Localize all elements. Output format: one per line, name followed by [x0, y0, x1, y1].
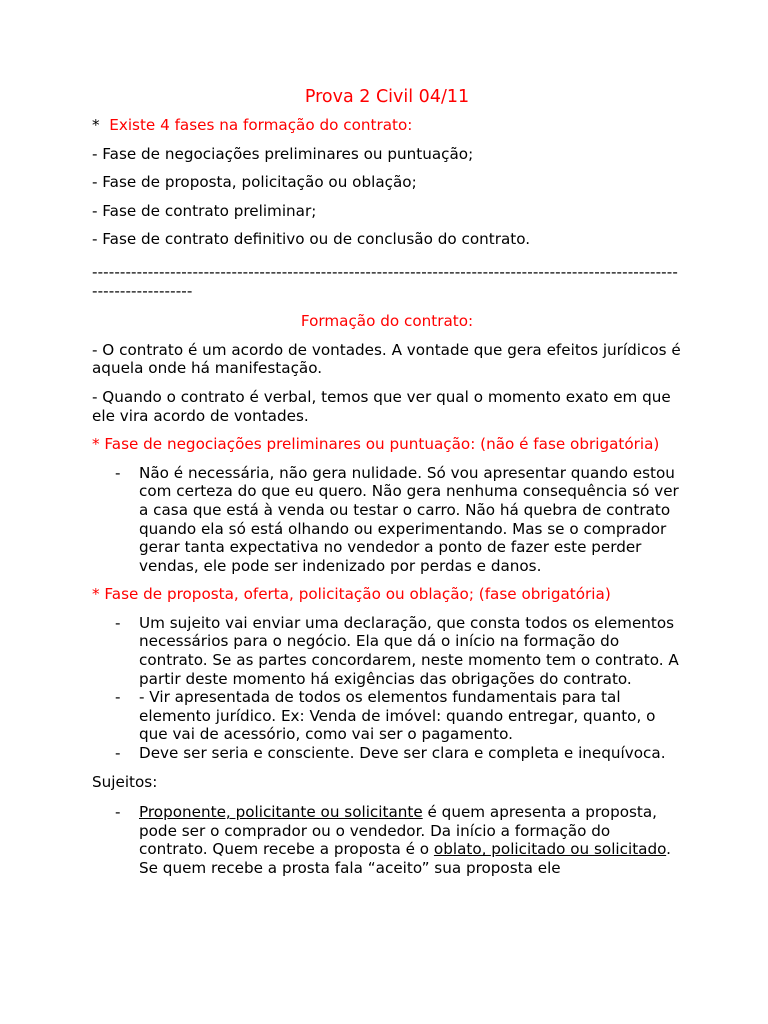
- divider-line: ---------------------------------------------------------------------------------------------------------------------------: [92, 262, 678, 300]
- bullet-dash: -: [115, 613, 121, 632]
- oblate-term: oblato, policitado ou solicitado: [433, 840, 667, 859]
- phases-heading-text: Existe 4 fases na formação do contrato:: [109, 116, 413, 134]
- formation-heading: Formação do contrato:: [300, 312, 474, 331]
- formation-paragraph: - Quando o contrato é verbal, temos que ver qual o momento exato em que ele vira acordo de vontades.: [92, 387, 671, 425]
- list-item: [92, 803, 682, 877]
- formation-paragraph: - O contrato é um acordo de vontades. A vontade que gera efeitos jurídicos é aquela onde há manifestação.: [92, 340, 681, 378]
- asterisk-marker: *: [92, 116, 100, 134]
- list-item-text: Um sujeito vai enviar uma declaração, que consta todos os elementos necessários para o negócio. Ela que dá o início na formação do contrato. Se as partes concordarem, neste momento tem o contrato. A partir deste momento há exigências das obrigações do contrato.: [139, 613, 679, 688]
- phase-item: - Fase de negociações preliminares ou puntuação;: [92, 144, 474, 163]
- bullet-dash: -: [115, 744, 121, 763]
- list-item: [92, 464, 682, 576]
- bullet-dash: -: [115, 688, 121, 707]
- negotiation-phase-heading: * Fase de negociações preliminares ou puntuação: (não é fase obrigatória): [92, 435, 660, 454]
- phases-heading: [92, 116, 682, 135]
- list-item: [92, 688, 682, 744]
- subjects-list: [92, 803, 682, 877]
- negotiation-phase-list: [92, 464, 682, 576]
- list-item-text: - Vir apresentada de todos os elementos fundamentais para tal elemento jurídico. Ex: Venda de imóvel: quando entregar, quanto, o que vai de acessório, como vai ser o pagamento.: [139, 688, 656, 744]
- proposal-phase-list: [92, 614, 682, 763]
- list-item-text: Não é necessária, não gera nulidade. Só vou apresentar quando estou com certeza do que eu quero. Não gera nenhuma consequência só ver a casa que está à venda ou testar o carro. Não há quebra de contrato quando ela só está olhando ou experimentando. Mas se o comprador gerar tanta expectativa no vendedor a ponto de fazer este perder vendas, ele pode ser indenizado por perdas e danos.: [139, 463, 679, 575]
- list-item-text: Deve ser seria e consciente. Deve ser clara e completa e inequívoca.: [139, 744, 666, 763]
- phase-item: - Fase de contrato preliminar;: [92, 201, 317, 220]
- subjects-text: é quem apresenta a proposta, pode ser o comprador ou o vendedor. Da início a formação do contrato. Quem recebe a proposta é o: [139, 803, 658, 859]
- list-item: [92, 744, 682, 763]
- document-page: [92, 86, 682, 888]
- subjects-heading: Sujeitos:: [92, 772, 158, 791]
- bullet-dash: -: [115, 803, 121, 822]
- proposal-phase-heading: * Fase de proposta, oferta, policitação ou oblação; (fase obrigatória): [92, 585, 611, 604]
- subjects-text-end: . Se quem recebe a prosta fala “aceito” sua proposta ele: [139, 840, 671, 877]
- list-item: [92, 614, 682, 688]
- phase-item: - Fase de contrato definitivo ou de conclusão do contrato.: [92, 230, 531, 249]
- bullet-dash: -: [115, 463, 121, 482]
- page-title: Prova 2 Civil 04/11: [304, 87, 470, 107]
- proponent-term: Proponente, policitante ou solicitante: [139, 803, 423, 822]
- phase-item: - Fase de proposta, policitação ou oblação;: [92, 173, 417, 192]
